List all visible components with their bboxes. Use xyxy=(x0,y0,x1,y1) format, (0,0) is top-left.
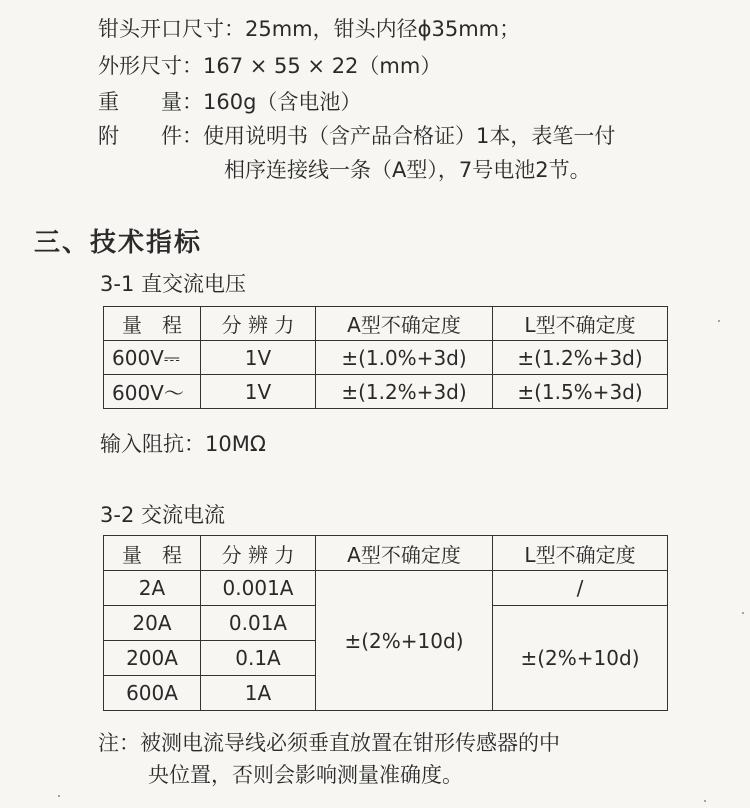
header-range: 量 程 xyxy=(104,307,201,341)
cell-a-accuracy-merged: ±(2%+10d) xyxy=(316,571,493,711)
header-range: 量 程 xyxy=(104,536,201,571)
cell-l-accuracy: ±(1.2%+3d) xyxy=(493,341,668,375)
cell-resolution: 0.001A xyxy=(201,571,316,606)
cell-resolution: 1V xyxy=(201,375,316,409)
voltage-subtitle: 3-1 直交流电压 xyxy=(100,272,246,296)
spec-weight xyxy=(98,87,361,117)
spec-value: 相序连接线一条（A型），7号电池2节。 xyxy=(224,158,591,182)
voltage-table xyxy=(103,306,668,409)
spec-label: 钳头开口尺寸： xyxy=(98,17,245,41)
paper-speck xyxy=(58,795,60,797)
spec-dimensions xyxy=(98,51,441,81)
cell-resolution: 0.1A xyxy=(201,641,316,676)
cell-range: 600V⎓ xyxy=(104,341,201,375)
section-title: 三、技术指标 xyxy=(34,228,203,258)
table-row xyxy=(104,341,668,375)
paper-speck xyxy=(742,612,744,614)
table-header-row xyxy=(104,536,668,571)
header-l-accuracy: L型不确定度 xyxy=(493,307,668,341)
table-row xyxy=(104,375,668,409)
header-resolution: 分 辨 力 xyxy=(201,536,316,571)
spec-label: 重 量： xyxy=(98,90,203,114)
table-header-row xyxy=(104,307,668,341)
cell-range: 600A xyxy=(104,676,201,711)
spec-label: 外形尺寸： xyxy=(98,54,203,78)
spec-value: 使用说明书（含产品合格证）1本，表笔一付 xyxy=(203,124,616,148)
header-resolution: 分 辨 力 xyxy=(201,307,316,341)
paper-speck xyxy=(718,320,720,322)
spec-value: 160g（含电池） xyxy=(203,90,362,114)
table-row xyxy=(104,571,668,606)
cell-l-accuracy-2a: / xyxy=(493,571,668,606)
header-l-accuracy: L型不确定度 xyxy=(493,536,668,571)
cell-range: 600V～ xyxy=(104,375,201,409)
spec-value: 167 × 55 × 22（mm） xyxy=(203,54,442,78)
cell-range: 20A xyxy=(104,606,201,641)
spec-jaw-size xyxy=(98,14,520,44)
cell-l-accuracy: ±(1.5%+3d) xyxy=(493,375,668,409)
current-table xyxy=(103,535,668,711)
spec-accessories xyxy=(98,121,615,151)
cell-resolution: 1A xyxy=(201,676,316,711)
cell-a-accuracy: ±(1.0%+3d) xyxy=(316,341,493,375)
spec-label: 附 件： xyxy=(98,124,203,148)
header-a-accuracy: A型不确定度 xyxy=(316,536,493,571)
spec-value: 25mm，钳头内径ϕ35mm； xyxy=(245,17,521,41)
note-line-1: 注：被测电流导线必须垂直放置在钳形传感器的中 xyxy=(98,731,560,755)
paper-speck xyxy=(704,800,706,802)
cell-a-accuracy: ±(1.2%+3d) xyxy=(316,375,493,409)
cell-range: 200A xyxy=(104,641,201,676)
cell-range: 2A xyxy=(104,571,201,606)
cell-resolution: 1V xyxy=(201,341,316,375)
note-line-2: 央位置，否则会影响测量准确度。 xyxy=(148,763,463,787)
spec-accessories-continued xyxy=(224,155,591,185)
current-subtitle: 3-2 交流电流 xyxy=(100,503,225,527)
cell-l-accuracy-merged: ±(2%+10d) xyxy=(493,606,668,711)
cell-resolution: 0.01A xyxy=(201,606,316,641)
input-impedance: 输入阻抗：10MΩ xyxy=(100,432,266,456)
header-a-accuracy: A型不确定度 xyxy=(316,307,493,341)
